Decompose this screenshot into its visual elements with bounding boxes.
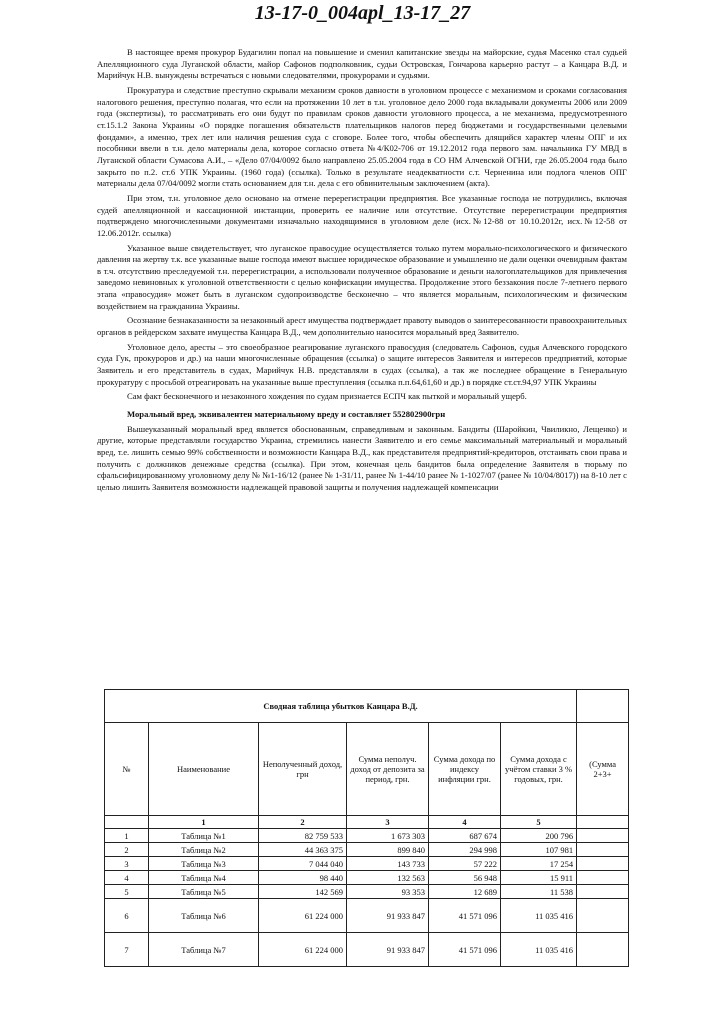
table-cell: 93 353 <box>347 885 429 899</box>
paragraph-6: Уголовное дело, аресты – это своеобразное реагирование луганского правосудия (следователь Сафонов, судья Алчевского городского суда Гук, прокуроров и др.) на наши многочисленные обращения (ссылка) о защите интересов Заявителя и интересов предприятий, которые Заявитель и его представитель в судах, Марийчук Н.В. представляли в судах (ссылка), а так же последнее обращение в Генеральную прокуратуру с просьбой отреагировать на указанные выше преступления (ссылка п.п.64,61,60 и др.) в порядке ст.ст.94,97 УПК Украины <box>97 341 627 387</box>
table-cell: Таблица №6 <box>149 899 259 933</box>
table-cell: 17 254 <box>501 857 577 871</box>
table-cell: Таблица №2 <box>149 843 259 857</box>
col-header-number: № <box>105 723 149 816</box>
table-row <box>105 899 629 933</box>
col-header-deposit-income: Сумма неполуч. доход от депозита за период, грн. <box>347 723 429 816</box>
paragraph-4: Указанное выше свидетельствует, что луганское правосудие осуществляется только путем морально-психологического и физического давления на жертву т.к. все указанные выше господа имеют высшее юридическое образование и умышленно не дали оценки очевидным фактам в т.ч. отсутствию преследуемой т.н. перерегистрации, а использовали полученное образование и деньги налогоплательщиков для привлечения заведомо невиновных к уголовной ответственности с целью конфискации имущества. Продолжение этого беззакония после 7-летнего первого этапа «правосудия» может быть в луганском судопроизводстве бесконечно – что является моральным, психологическим и физическим воздействием на гражданина Украины. <box>97 242 627 311</box>
table-cell <box>577 857 629 871</box>
table-cell <box>577 933 629 967</box>
table-column-number-row <box>105 816 629 829</box>
table-cell: 5 <box>105 885 149 899</box>
table-row <box>105 829 629 843</box>
moral-damage-heading: Моральный вред, эквивалентен материальному вреду и составляет 552802900грн <box>127 409 446 420</box>
table-cell: 687 674 <box>429 829 501 843</box>
table-cell: Таблица №1 <box>149 829 259 843</box>
table-cell: 41 571 096 <box>429 933 501 967</box>
col-header-total: (Сумма 2+3+ <box>577 723 629 816</box>
table-cell: 82 759 533 <box>259 829 347 843</box>
table-cell: 11 035 416 <box>501 899 577 933</box>
table-title-extra-cell <box>577 690 629 723</box>
col-header-name: Наименование <box>149 723 259 816</box>
col-header-inflation-income: Сумма дохода по индексу инфляции грн. <box>429 723 501 816</box>
table-cell: 41 571 096 <box>429 899 501 933</box>
table-cell: 12 689 <box>429 885 501 899</box>
table-cell <box>577 843 629 857</box>
table-cell: 11 035 416 <box>501 933 577 967</box>
table-row <box>105 933 629 967</box>
table-cell <box>577 871 629 885</box>
col-header-3pct-income: Сумма дохода с учётом ставки 3 % годовых, грн. <box>501 723 577 816</box>
table-row <box>105 843 629 857</box>
table-cell: 107 981 <box>501 843 577 857</box>
paragraph-8: Вышеуказанный моральный вред является обоснованным, справедливым и законным. Бандиты (Шаройкин, Чвиликно, Лещенко) и другие, которые представляли государство Украина, стремились нанести Заявителю и его семье максимальный материальный и моральный вред, т.е. лишить семью 99% собственности и возможности Канцара В.Д., как представителя предприятий-кредиторов, отстаивать свои права и получить с должников денежные средства (ссылка). При этом, конечная цель бандитов была определение Заявителя в тюрьму по сфальсифицированному уголовному делу № №1-16/12 (ранее № 1-31/11, ранее № 1-44/10 ранее № 1-1027/07 (ранее № 10/04/8017)) на 8-10 лет с целью лишить Заявителя возможности надлежащей правовой защиты и получения надлежащей компенсации <box>97 423 627 492</box>
paragraph-3: При этом, т.н. уголовное дело основано на отмене перерегистрации предприятия. Все указанные господа не потрудились, включая судей апелляционной и кассационной инстанции, проверить ее наличие или отсутствие. Отсутствие перерегистрации предприятия подтверждено многочисленными документами изначально находящимися в уголовном деле (исх.№12-88 от 10.10.2012г, исх.№12-58 от 12.06.2012г. ссылка) <box>97 192 627 238</box>
table-cell: 294 998 <box>429 843 501 857</box>
table-cell: Таблица №7 <box>149 933 259 967</box>
table-cell: 7 044 040 <box>259 857 347 871</box>
col-number-6 <box>577 816 629 829</box>
paragraph-5: Осознание безнаказанности за незаконный арест имущества подтверждает правоту выводов о заинтересованности правоохранительных органов в рейдерском захвате имущества Канцара В.Д., чем дополнительно наносится моральный вред Заявителю. <box>97 315 627 338</box>
col-number-5: 5 <box>501 816 577 829</box>
table-cell: 3 <box>105 857 149 871</box>
table-row <box>105 885 629 899</box>
table-cell: 6 <box>105 899 149 933</box>
paragraph-1: В настоящее время прокурор Будагилин попал на повышение и сменил капитанские звезды на майорские, судья Масенко стал судьей Апелляционного суда Луганской области, майор Сафонов подполковник, судьи Островская, Гончарова карьерно растут – а Канцара В.Д. и Марийчук Н.В. вынуждены встречаться с новыми следователями, прокурорами и судьями. <box>97 47 627 81</box>
table-cell: 142 569 <box>259 885 347 899</box>
table-cell: 143 733 <box>347 857 429 871</box>
table-title: Сводная таблица убытков Канцара В.Д. <box>105 690 577 723</box>
col-number-2: 2 <box>259 816 347 829</box>
document-body <box>97 47 627 497</box>
table-cell: 91 933 847 <box>347 899 429 933</box>
table-cell: 11 538 <box>501 885 577 899</box>
table-header-row <box>105 723 629 816</box>
table-cell: 899 840 <box>347 843 429 857</box>
col-number-4: 4 <box>429 816 501 829</box>
table-cell: 56 948 <box>429 871 501 885</box>
table-cell <box>577 829 629 843</box>
table-row <box>105 857 629 871</box>
table-cell: Таблица №5 <box>149 885 259 899</box>
table-cell: 1 673 303 <box>347 829 429 843</box>
table-cell: 98 440 <box>259 871 347 885</box>
table-cell: 61 224 000 <box>259 899 347 933</box>
table-cell: 91 933 847 <box>347 933 429 967</box>
table-cell: 57 222 <box>429 857 501 871</box>
table-cell: Таблица №4 <box>149 871 259 885</box>
col-number-3: 3 <box>347 816 429 829</box>
table-cell: 132 563 <box>347 871 429 885</box>
table-cell: 15 911 <box>501 871 577 885</box>
table-cell: 2 <box>105 843 149 857</box>
col-header-lost-income: Неполученный доход, грн <box>259 723 347 816</box>
table-cell <box>577 899 629 933</box>
table-cell: Таблица №3 <box>149 857 259 871</box>
table-cell: 4 <box>105 871 149 885</box>
table-cell <box>577 885 629 899</box>
paragraph-7: Сам факт бесконечного и незаконного хождения по судам признается ЕСПЧ как пыткой и моральный ущерб. <box>127 391 527 402</box>
table-cell: 44 363 375 <box>259 843 347 857</box>
losses-summary-table <box>104 689 629 967</box>
document-header-title: 13-17-0_004apl_13-17_27 <box>254 2 471 24</box>
table-row <box>105 871 629 885</box>
paragraph-2: Прокуратура и следствие преступно скрывали механизм сроков давности в уголовном процессе с механизмом и сроками согласования налогового решения, преступно полагая, что если на протяжении 10 лет в т.н. уголовное дело 2000 года вкладывали документы 2006 или 2009 года (экспертизы), то рассматривать его они будут по правилам сроков давности уголовного процесса, а не механизма, предусмотренного ст.15.1.2 Закона Украины «О порядке погашения обязательств плательщиков налогов перед бюджетами и государственными целевыми фондами», а именно, трех лет или наличия решения суда с сговоре. Более того, чтобы обеспечить длящийся характер члены ОПГ и их пособники ввели в т.н. дело материалы дела, которое согласно ответа №4/К02-706 от 19.12.2012 года первого зам. начальника ГУ МВД в Луганской области Сумасова А.И., – «Дело 07/04/0092 было направлено 25.05.2004 года в СО НМ Алчевской ОГНИ, где 26.05.2004 года было закрыто по п.2. ст.6 УПК Украины. (1960 года) (ссылка). Только в результате неадекватности с.т. Черненина или подлога членов ОПГ материалы дела 07/04/0092 могли стать основанием для т.н. дела с его обвинительным заключением (акта). <box>97 84 627 189</box>
col-number-0 <box>105 816 149 829</box>
table-cell: 7 <box>105 933 149 967</box>
table-cell: 61 224 000 <box>259 933 347 967</box>
col-number-1: 1 <box>149 816 259 829</box>
table-cell: 200 796 <box>501 829 577 843</box>
table-cell: 1 <box>105 829 149 843</box>
